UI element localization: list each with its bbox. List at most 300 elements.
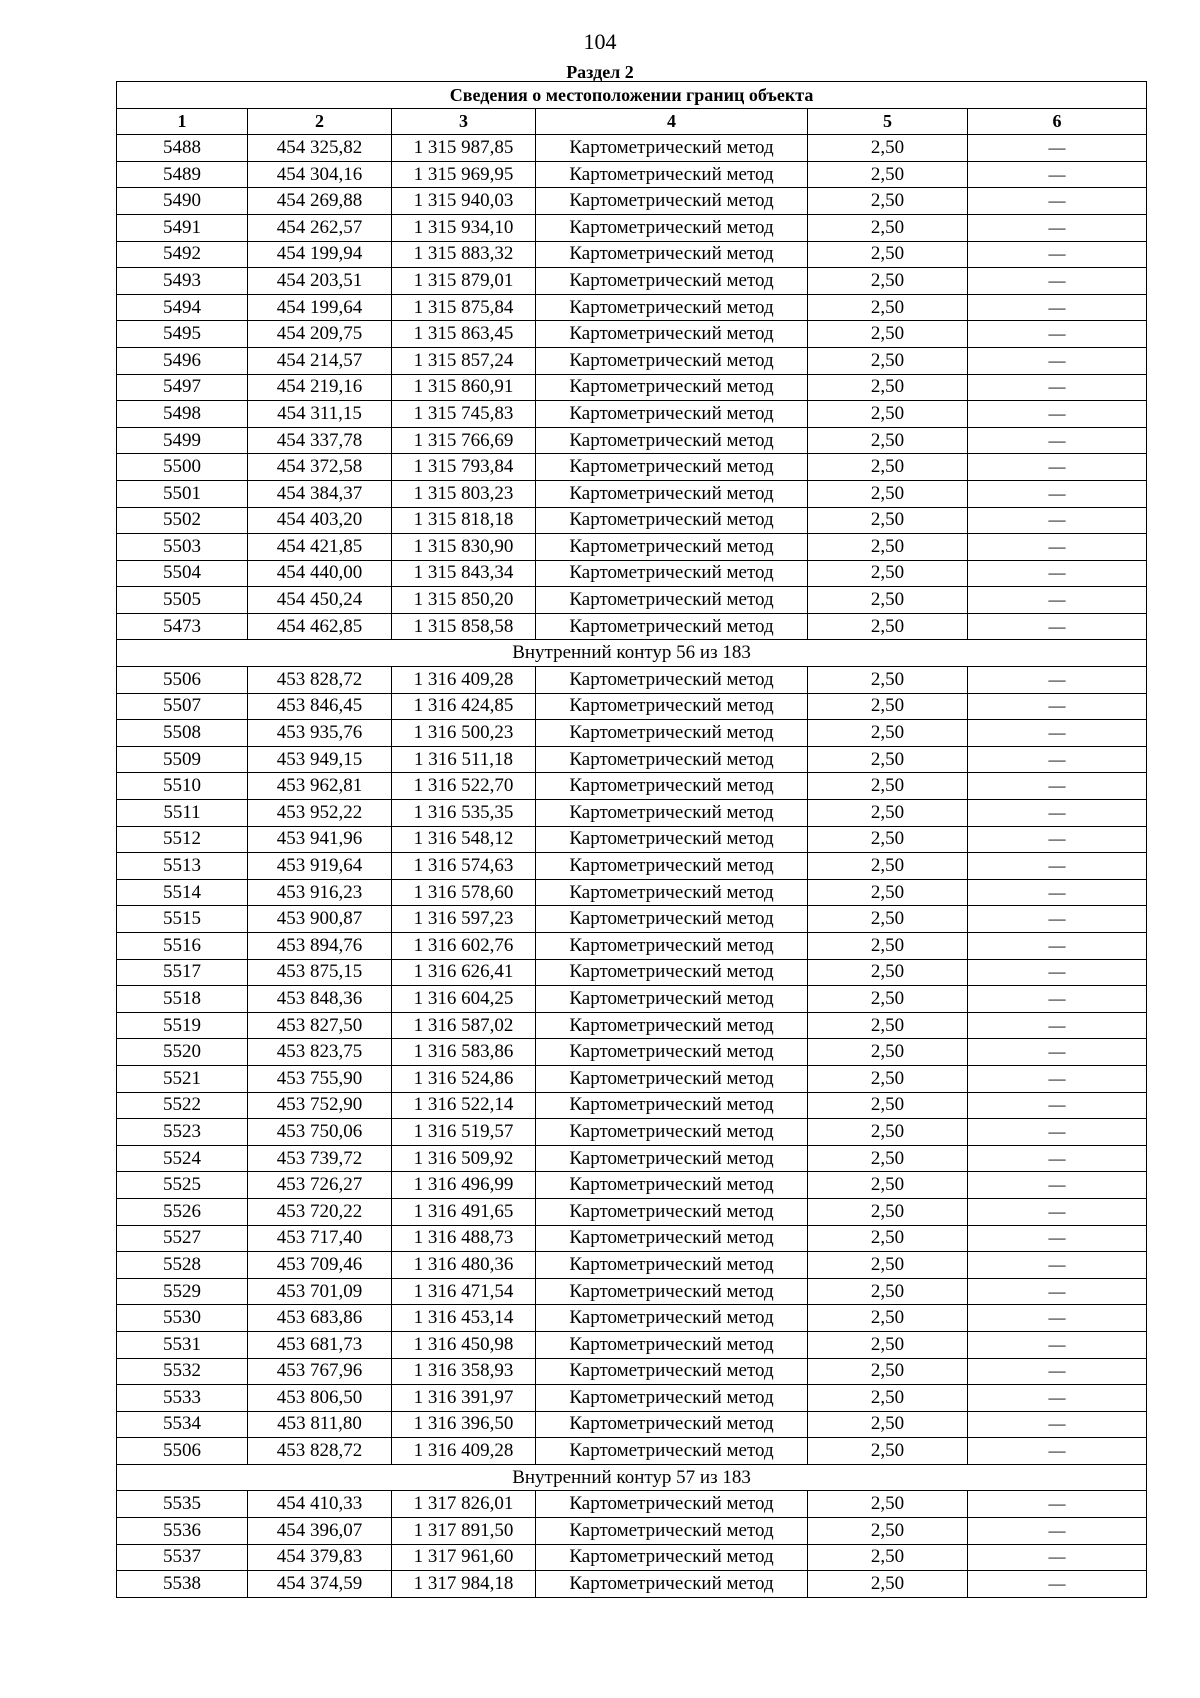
description-cell: —: [968, 1411, 1147, 1438]
description-cell: —: [968, 214, 1147, 241]
description-cell: —: [968, 1358, 1147, 1385]
column-header: 2: [248, 108, 392, 135]
description-cell: —: [968, 986, 1147, 1013]
section-label: Раздел 2: [566, 62, 634, 82]
accuracy-cell: 2,50: [808, 1198, 968, 1225]
point-number-cell: 5496: [117, 347, 248, 374]
x-coordinate-cell: 454 372,58: [248, 454, 392, 481]
point-number-cell: 5526: [117, 1198, 248, 1225]
page-number: 104: [583, 29, 617, 54]
y-coordinate-cell: 1 316 509,92: [392, 1145, 536, 1172]
method-cell: Картометрический метод: [536, 1225, 808, 1252]
accuracy-cell: 2,50: [808, 1145, 968, 1172]
x-coordinate-cell: 453 916,23: [248, 879, 392, 906]
point-number-cell: 5522: [117, 1092, 248, 1119]
y-coordinate-cell: 1 316 450,98: [392, 1331, 536, 1358]
description-cell: —: [968, 161, 1147, 188]
method-cell: Картометрический метод: [536, 1039, 808, 1066]
method-cell: Картометрический метод: [536, 427, 808, 454]
y-coordinate-cell: 1 315 879,01: [392, 268, 536, 295]
description-cell: —: [968, 401, 1147, 428]
method-cell: Картометрический метод: [536, 1252, 808, 1279]
y-coordinate-cell: 1 316 500,23: [392, 720, 536, 747]
point-number-cell: 5515: [117, 906, 248, 933]
x-coordinate-cell: 453 811,80: [248, 1411, 392, 1438]
x-coordinate-cell: 453 935,76: [248, 720, 392, 747]
table-row: [117, 1092, 1147, 1119]
table-row: [117, 188, 1147, 215]
method-cell: Картометрический метод: [536, 1571, 808, 1598]
y-coordinate-cell: 1 315 987,85: [392, 135, 536, 162]
column-header: 1: [117, 108, 248, 135]
accuracy-cell: 2,50: [808, 1252, 968, 1279]
point-number-cell: 5516: [117, 933, 248, 960]
point-number-cell: 5505: [117, 587, 248, 614]
description-cell: —: [968, 720, 1147, 747]
point-number-cell: 5537: [117, 1544, 248, 1571]
accuracy-cell: 2,50: [808, 1385, 968, 1412]
x-coordinate-cell: 453 941,96: [248, 826, 392, 853]
point-number-cell: 5497: [117, 374, 248, 401]
table-row: [117, 1305, 1147, 1332]
y-coordinate-cell: 1 317 984,18: [392, 1571, 536, 1598]
y-coordinate-cell: 1 315 793,84: [392, 454, 536, 481]
table-row: [117, 161, 1147, 188]
accuracy-cell: 2,50: [808, 1331, 968, 1358]
point-number-cell: 5490: [117, 188, 248, 215]
method-cell: Картометрический метод: [536, 1065, 808, 1092]
y-coordinate-cell: 1 315 863,45: [392, 321, 536, 348]
accuracy-cell: 2,50: [808, 188, 968, 215]
accuracy-cell: 2,50: [808, 401, 968, 428]
table-row: [117, 1331, 1147, 1358]
point-number-cell: 5521: [117, 1065, 248, 1092]
method-cell: Картометрический метод: [536, 135, 808, 162]
x-coordinate-cell: 454 379,83: [248, 1544, 392, 1571]
description-cell: —: [968, 1305, 1147, 1332]
contour-row: [117, 1464, 1147, 1491]
point-number-cell: 5531: [117, 1331, 248, 1358]
point-number-cell: 5535: [117, 1491, 248, 1518]
accuracy-cell: 2,50: [808, 214, 968, 241]
accuracy-cell: 2,50: [808, 1225, 968, 1252]
y-coordinate-cell: 1 315 745,83: [392, 401, 536, 428]
accuracy-cell: 2,50: [808, 826, 968, 853]
point-number-cell: 5517: [117, 959, 248, 986]
x-coordinate-cell: 453 681,73: [248, 1331, 392, 1358]
table-row: [117, 667, 1147, 694]
table-row: [117, 1172, 1147, 1199]
table-row: [117, 214, 1147, 241]
x-coordinate-cell: 454 450,24: [248, 587, 392, 614]
description-cell: —: [968, 879, 1147, 906]
accuracy-cell: 2,50: [808, 1491, 968, 1518]
description-cell: —: [968, 1518, 1147, 1545]
y-coordinate-cell: 1 315 934,10: [392, 214, 536, 241]
table-title-row: [117, 82, 1147, 109]
x-coordinate-cell: 453 726,27: [248, 1172, 392, 1199]
accuracy-cell: 2,50: [808, 1278, 968, 1305]
point-number-cell: 5510: [117, 773, 248, 800]
point-number-cell: 5514: [117, 879, 248, 906]
x-coordinate-cell: 454 421,85: [248, 534, 392, 561]
accuracy-cell: 2,50: [808, 773, 968, 800]
point-number-cell: 5519: [117, 1012, 248, 1039]
table-row: [117, 1065, 1147, 1092]
table-row: [117, 1544, 1147, 1571]
column-header: 6: [968, 108, 1147, 135]
accuracy-cell: 2,50: [808, 374, 968, 401]
point-number-cell: 5534: [117, 1411, 248, 1438]
table-row: [117, 294, 1147, 321]
method-cell: Картометрический метод: [536, 587, 808, 614]
point-number-cell: 5527: [117, 1225, 248, 1252]
y-coordinate-cell: 1 315 969,95: [392, 161, 536, 188]
x-coordinate-cell: 453 952,22: [248, 800, 392, 827]
method-cell: Картометрический метод: [536, 667, 808, 694]
table-row: [117, 906, 1147, 933]
description-cell: —: [968, 560, 1147, 587]
x-coordinate-cell: 454 337,78: [248, 427, 392, 454]
x-coordinate-cell: 454 219,16: [248, 374, 392, 401]
point-number-cell: 5511: [117, 800, 248, 827]
table-row: [117, 959, 1147, 986]
point-number-cell: 5529: [117, 1278, 248, 1305]
accuracy-cell: 2,50: [808, 1039, 968, 1066]
x-coordinate-cell: 453 828,72: [248, 667, 392, 694]
table-row: [117, 986, 1147, 1013]
method-cell: Картометрический метод: [536, 906, 808, 933]
method-cell: Картометрический метод: [536, 374, 808, 401]
y-coordinate-cell: 1 316 488,73: [392, 1225, 536, 1252]
description-cell: —: [968, 480, 1147, 507]
description-cell: —: [968, 1385, 1147, 1412]
table-row: [117, 135, 1147, 162]
description-cell: —: [968, 826, 1147, 853]
method-cell: Картометрический метод: [536, 613, 808, 640]
x-coordinate-cell: 453 846,45: [248, 693, 392, 720]
y-coordinate-cell: 1 315 843,34: [392, 560, 536, 587]
description-cell: —: [968, 1119, 1147, 1146]
method-cell: Картометрический метод: [536, 241, 808, 268]
point-number-cell: 5501: [117, 480, 248, 507]
x-coordinate-cell: 453 806,50: [248, 1385, 392, 1412]
description-cell: —: [968, 667, 1147, 694]
accuracy-cell: 2,50: [808, 587, 968, 614]
description-cell: —: [968, 1012, 1147, 1039]
method-cell: Картометрический метод: [536, 826, 808, 853]
x-coordinate-cell: 454 403,20: [248, 507, 392, 534]
y-coordinate-cell: 1 316 409,28: [392, 1438, 536, 1465]
y-coordinate-cell: 1 316 602,76: [392, 933, 536, 960]
method-cell: Картометрический метод: [536, 1092, 808, 1119]
y-coordinate-cell: 1 316 578,60: [392, 879, 536, 906]
accuracy-cell: 2,50: [808, 1411, 968, 1438]
accuracy-cell: 2,50: [808, 667, 968, 694]
method-cell: Картометрический метод: [536, 401, 808, 428]
description-cell: —: [968, 1145, 1147, 1172]
table-row: [117, 1252, 1147, 1279]
x-coordinate-cell: 453 750,06: [248, 1119, 392, 1146]
point-number-cell: 5518: [117, 986, 248, 1013]
x-coordinate-cell: 453 823,75: [248, 1039, 392, 1066]
accuracy-cell: 2,50: [808, 1518, 968, 1545]
point-number-cell: 5506: [117, 667, 248, 694]
method-cell: Картометрический метод: [536, 746, 808, 773]
contour-row: [117, 640, 1147, 667]
table-row: [117, 347, 1147, 374]
x-coordinate-cell: 454 209,75: [248, 321, 392, 348]
description-cell: —: [968, 241, 1147, 268]
method-cell: Картометрический метод: [536, 1385, 808, 1412]
point-number-cell: 5512: [117, 826, 248, 853]
point-number-cell: 5536: [117, 1518, 248, 1545]
table-row: [117, 720, 1147, 747]
method-cell: Картометрический метод: [536, 560, 808, 587]
point-number-cell: 5498: [117, 401, 248, 428]
accuracy-cell: 2,50: [808, 1358, 968, 1385]
y-coordinate-cell: 1 316 574,63: [392, 853, 536, 880]
x-coordinate-cell: 453 894,76: [248, 933, 392, 960]
y-coordinate-cell: 1 316 511,18: [392, 746, 536, 773]
accuracy-cell: 2,50: [808, 986, 968, 1013]
table-row: [117, 1119, 1147, 1146]
point-number-cell: 5507: [117, 693, 248, 720]
x-coordinate-cell: 453 900,87: [248, 906, 392, 933]
point-number-cell: 5491: [117, 214, 248, 241]
accuracy-cell: 2,50: [808, 534, 968, 561]
contour-label: Внутренний контур 57 из 183: [117, 1464, 1147, 1491]
accuracy-cell: 2,50: [808, 321, 968, 348]
accuracy-cell: 2,50: [808, 1172, 968, 1199]
description-cell: —: [968, 1172, 1147, 1199]
method-cell: Картометрический метод: [536, 321, 808, 348]
description-cell: —: [968, 1331, 1147, 1358]
description-cell: —: [968, 933, 1147, 960]
y-coordinate-cell: 1 316 396,50: [392, 1411, 536, 1438]
accuracy-cell: 2,50: [808, 268, 968, 295]
y-coordinate-cell: 1 316 358,93: [392, 1358, 536, 1385]
y-coordinate-cell: 1 316 604,25: [392, 986, 536, 1013]
description-cell: —: [968, 587, 1147, 614]
x-coordinate-cell: 453 701,09: [248, 1278, 392, 1305]
description-cell: —: [968, 959, 1147, 986]
description-cell: —: [968, 1039, 1147, 1066]
point-number-cell: 5530: [117, 1305, 248, 1332]
table-row: [117, 826, 1147, 853]
accuracy-cell: 2,50: [808, 879, 968, 906]
x-coordinate-cell: 454 199,94: [248, 241, 392, 268]
table-row: [117, 1411, 1147, 1438]
y-coordinate-cell: 1 316 424,85: [392, 693, 536, 720]
y-coordinate-cell: 1 316 524,86: [392, 1065, 536, 1092]
point-number-cell: 5473: [117, 613, 248, 640]
x-coordinate-cell: 453 828,72: [248, 1438, 392, 1465]
x-coordinate-cell: 453 720,22: [248, 1198, 392, 1225]
method-cell: Картометрический метод: [536, 507, 808, 534]
description-cell: —: [968, 268, 1147, 295]
method-cell: Картометрический метод: [536, 693, 808, 720]
table-row: [117, 1358, 1147, 1385]
x-coordinate-cell: 454 396,07: [248, 1518, 392, 1545]
method-cell: Картометрический метод: [536, 347, 808, 374]
table-row: [117, 534, 1147, 561]
method-cell: Картометрический метод: [536, 454, 808, 481]
column-header-row: [117, 108, 1147, 135]
y-coordinate-cell: 1 317 961,60: [392, 1544, 536, 1571]
point-number-cell: 5503: [117, 534, 248, 561]
y-coordinate-cell: 1 316 535,35: [392, 800, 536, 827]
y-coordinate-cell: 1 316 471,54: [392, 1278, 536, 1305]
x-coordinate-cell: 454 374,59: [248, 1571, 392, 1598]
method-cell: Картометрический метод: [536, 188, 808, 215]
method-cell: Картометрический метод: [536, 853, 808, 880]
description-cell: —: [968, 693, 1147, 720]
table-title: Сведения о местоположении границ объекта: [117, 82, 1147, 109]
method-cell: Картометрический метод: [536, 959, 808, 986]
x-coordinate-cell: 453 767,96: [248, 1358, 392, 1385]
table-row: [117, 268, 1147, 295]
method-cell: Картометрический метод: [536, 1278, 808, 1305]
method-cell: Картометрический метод: [536, 1438, 808, 1465]
description-cell: —: [968, 1092, 1147, 1119]
description-cell: —: [968, 853, 1147, 880]
table-row: [117, 241, 1147, 268]
x-coordinate-cell: 453 919,64: [248, 853, 392, 880]
x-coordinate-cell: 453 827,50: [248, 1012, 392, 1039]
y-coordinate-cell: 1 315 940,03: [392, 188, 536, 215]
x-coordinate-cell: 454 311,15: [248, 401, 392, 428]
accuracy-cell: 2,50: [808, 1571, 968, 1598]
accuracy-cell: 2,50: [808, 241, 968, 268]
method-cell: Картометрический метод: [536, 214, 808, 241]
y-coordinate-cell: 1 315 858,58: [392, 613, 536, 640]
description-cell: —: [968, 1065, 1147, 1092]
y-coordinate-cell: 1 317 891,50: [392, 1518, 536, 1545]
method-cell: Картометрический метод: [536, 800, 808, 827]
y-coordinate-cell: 1 315 803,23: [392, 480, 536, 507]
table-row: [117, 1145, 1147, 1172]
x-coordinate-cell: 454 269,88: [248, 188, 392, 215]
x-coordinate-cell: 453 709,46: [248, 1252, 392, 1279]
y-coordinate-cell: 1 316 522,70: [392, 773, 536, 800]
point-number-cell: 5528: [117, 1252, 248, 1279]
y-coordinate-cell: 1 315 766,69: [392, 427, 536, 454]
x-coordinate-cell: 454 462,85: [248, 613, 392, 640]
method-cell: Картометрический метод: [536, 1198, 808, 1225]
method-cell: Картометрический метод: [536, 1331, 808, 1358]
accuracy-cell: 2,50: [808, 1305, 968, 1332]
description-cell: —: [968, 1544, 1147, 1571]
description-cell: —: [968, 773, 1147, 800]
point-number-cell: 5520: [117, 1039, 248, 1066]
description-cell: —: [968, 906, 1147, 933]
x-coordinate-cell: 453 739,72: [248, 1145, 392, 1172]
method-cell: Картометрический метод: [536, 268, 808, 295]
y-coordinate-cell: 1 316 587,02: [392, 1012, 536, 1039]
x-coordinate-cell: 453 962,81: [248, 773, 392, 800]
x-coordinate-cell: 453 717,40: [248, 1225, 392, 1252]
accuracy-cell: 2,50: [808, 427, 968, 454]
point-number-cell: 5504: [117, 560, 248, 587]
point-number-cell: 5502: [117, 507, 248, 534]
table-row: [117, 454, 1147, 481]
table-row: [117, 1198, 1147, 1225]
y-coordinate-cell: 1 315 850,20: [392, 587, 536, 614]
table-row: [117, 480, 1147, 507]
description-cell: —: [968, 1278, 1147, 1305]
point-number-cell: 5493: [117, 268, 248, 295]
y-coordinate-cell: 1 315 883,32: [392, 241, 536, 268]
accuracy-cell: 2,50: [808, 853, 968, 880]
accuracy-cell: 2,50: [808, 1092, 968, 1119]
accuracy-cell: 2,50: [808, 347, 968, 374]
accuracy-cell: 2,50: [808, 1544, 968, 1571]
point-number-cell: 5533: [117, 1385, 248, 1412]
table-row: [117, 1225, 1147, 1252]
accuracy-cell: 2,50: [808, 800, 968, 827]
description-cell: —: [968, 1252, 1147, 1279]
table-row: [117, 933, 1147, 960]
accuracy-cell: 2,50: [808, 161, 968, 188]
point-number-cell: 5509: [117, 746, 248, 773]
point-number-cell: 5500: [117, 454, 248, 481]
table-row: [117, 800, 1147, 827]
y-coordinate-cell: 1 317 826,01: [392, 1491, 536, 1518]
table-row: [117, 1278, 1147, 1305]
table-row: [117, 1491, 1147, 1518]
accuracy-cell: 2,50: [808, 746, 968, 773]
method-cell: Картометрический метод: [536, 720, 808, 747]
table-row: [117, 560, 1147, 587]
table-row: [117, 587, 1147, 614]
y-coordinate-cell: 1 315 875,84: [392, 294, 536, 321]
method-cell: Картометрический метод: [536, 1145, 808, 1172]
coordinates-table: [116, 81, 1147, 1598]
x-coordinate-cell: 454 384,37: [248, 480, 392, 507]
description-cell: —: [968, 188, 1147, 215]
description-cell: —: [968, 1225, 1147, 1252]
accuracy-cell: 2,50: [808, 454, 968, 481]
x-coordinate-cell: 454 325,82: [248, 135, 392, 162]
method-cell: Картометрический метод: [536, 1411, 808, 1438]
method-cell: Картометрический метод: [536, 1491, 808, 1518]
y-coordinate-cell: 1 315 857,24: [392, 347, 536, 374]
y-coordinate-cell: 1 316 626,41: [392, 959, 536, 986]
method-cell: Картометрический метод: [536, 480, 808, 507]
description-cell: —: [968, 321, 1147, 348]
column-header: 5: [808, 108, 968, 135]
accuracy-cell: 2,50: [808, 480, 968, 507]
column-header: 4: [536, 108, 808, 135]
point-number-cell: 5513: [117, 853, 248, 880]
y-coordinate-cell: 1 316 519,57: [392, 1119, 536, 1146]
point-number-cell: 5538: [117, 1571, 248, 1598]
point-number-cell: 5525: [117, 1172, 248, 1199]
description-cell: —: [968, 135, 1147, 162]
accuracy-cell: 2,50: [808, 1438, 968, 1465]
accuracy-cell: 2,50: [808, 135, 968, 162]
point-number-cell: 5489: [117, 161, 248, 188]
table-row: [117, 613, 1147, 640]
table-row: [117, 1438, 1147, 1465]
table-row: [117, 1518, 1147, 1545]
description-cell: —: [968, 507, 1147, 534]
point-number-cell: 5499: [117, 427, 248, 454]
point-number-cell: 5488: [117, 135, 248, 162]
method-cell: Картометрический метод: [536, 1172, 808, 1199]
point-number-cell: 5523: [117, 1119, 248, 1146]
